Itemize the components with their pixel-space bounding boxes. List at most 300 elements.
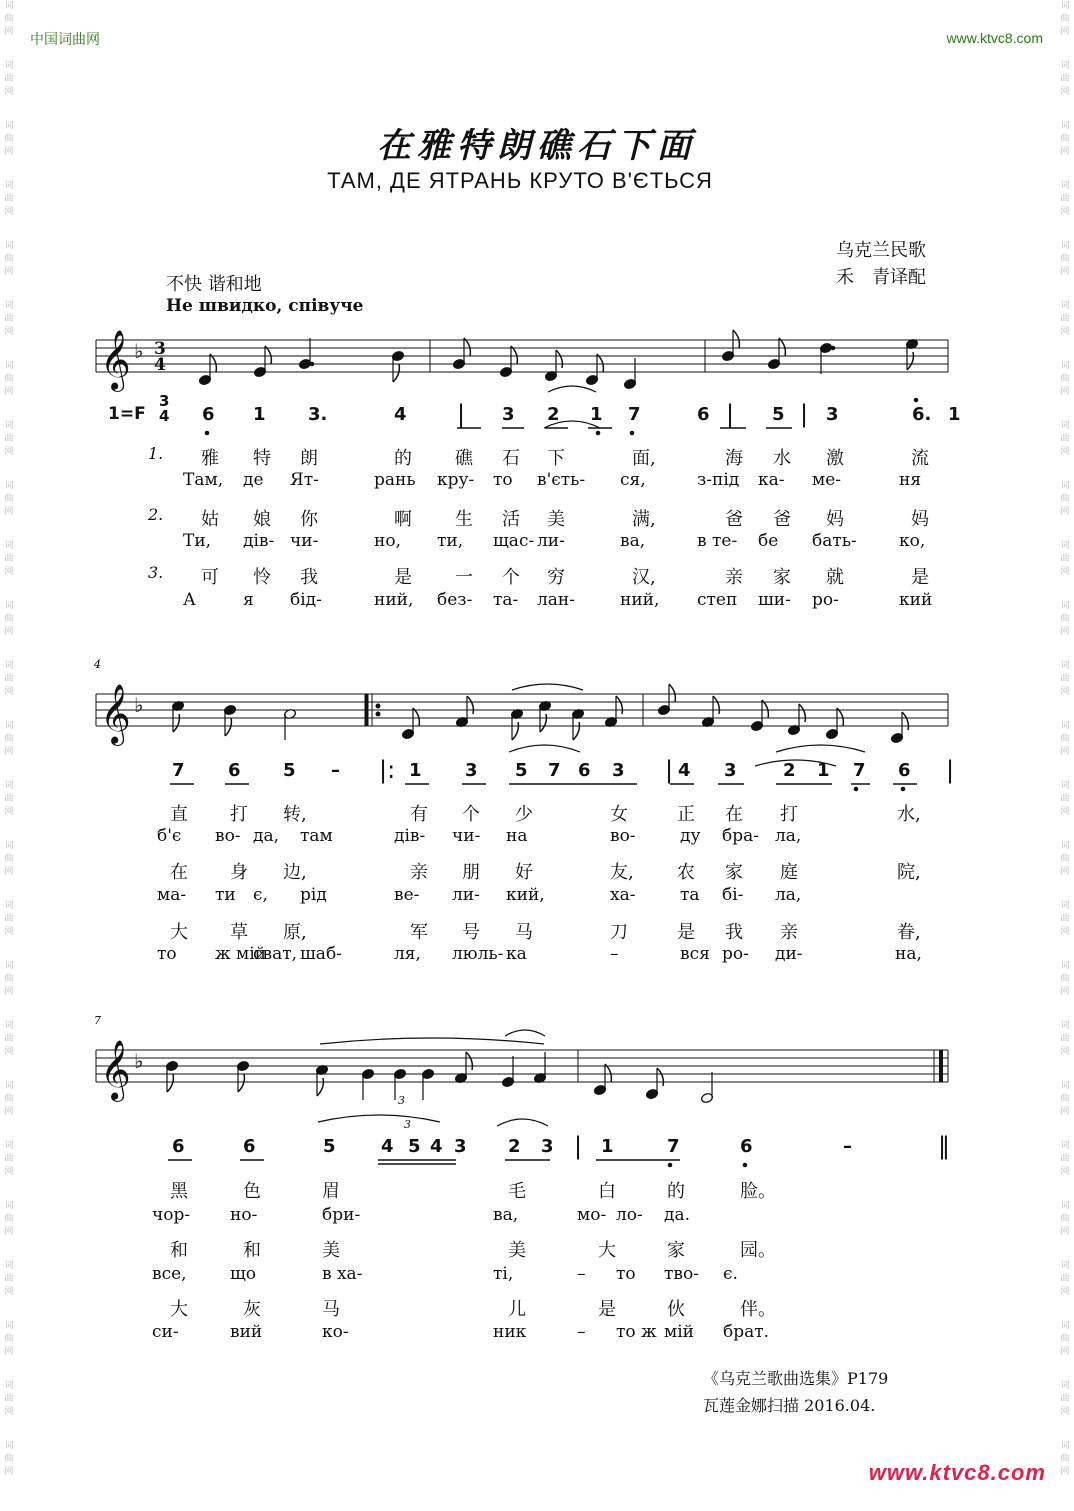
lyric-syllable-chinese: 可 [201,567,219,588]
lyric-syllable-ukrainian: тво- [664,1264,699,1284]
watermark-glyph: 网 [4,387,14,397]
lyric-syllable-chinese: 爸 [725,509,743,530]
scan-credit: 瓦莲金娜扫描 2016.04. [703,1396,876,1415]
lyric-syllable-ukrainian: но, [374,531,401,551]
lyric-syllable-chinese: 刀 [610,922,628,943]
lyric-syllable-chinese: 打 [780,804,798,825]
lyric-syllable-ukrainian: шаб- [300,944,342,964]
note-flag [907,352,913,370]
triplet-mark: 3 [398,1094,405,1107]
key-signature: 1=F [108,404,146,424]
note-flag [238,1074,244,1092]
lyric-syllable-chinese: 爸 [773,509,791,530]
lyric-syllable-chinese: 我 [300,567,318,588]
lyric-syllable-ukrainian: люль- [452,944,504,964]
octave-dot-low [743,1163,747,1167]
watermark-glyph: 网 [4,567,14,577]
lyric-syllable-chinese: 亲 [410,862,428,883]
jianpu-note: 6 [898,760,911,781]
site-url-right[interactable]: www.ktvc8.com [946,30,1043,46]
watermark-glyph: 网 [4,1107,14,1117]
lyric-syllable-chinese: 汉, [632,567,656,588]
lyric-syllable-chinese: 朋 [462,862,480,883]
lyric-syllable-chinese: 激 [826,448,844,469]
jianpu-note: 7 [548,760,561,781]
watermark-glyph: 曲 [1060,1454,1070,1464]
watermark-glyph: 词 [1060,121,1070,131]
lyric-syllable-ukrainian: мій [664,1322,694,1342]
lyric-syllable-chinese: 草 [230,922,248,943]
lyric-syllable-ukrainian: ме- [812,470,842,490]
watermark-glyph: 曲 [1060,554,1070,564]
lyric-syllable-chinese: 号 [462,922,480,943]
watermark-glyph: 曲 [1060,1094,1070,1104]
lyric-syllable-ukrainian: ли- [452,885,480,905]
watermark-glyph: 曲 [1060,1394,1070,1404]
lyric-syllable-chinese: 生 [455,509,473,530]
repeat-dot [376,712,380,716]
lyric-syllable-chinese: 的 [667,1181,685,1202]
lyric-syllable-chinese: 农 [677,862,695,883]
slur [497,1119,548,1126]
watermark-glyph: 词 [1060,301,1070,311]
lyric-syllable-chinese: 黑 [170,1181,188,1202]
note-flag [799,704,805,722]
watermark-glyph: 曲 [4,1094,14,1104]
flat-sign: ♭ [134,1049,144,1073]
lyric-syllable-chinese: 少 [515,804,533,825]
note-flag [265,346,271,364]
lyric-syllable-ukrainian: ва, [620,531,646,551]
site-name-left[interactable]: 中国词曲网 [30,31,100,47]
note-flag [597,354,603,372]
octave-dot-low [901,787,905,791]
lyric-syllable-chinese: 娘 [253,509,271,530]
watermark-glyph: 网 [4,267,14,277]
lyric-syllable-chinese: 个 [502,567,520,588]
jianpu-note: 6 [228,760,241,781]
watermark-glyph: 词 [4,1321,14,1331]
jianpu-note: 3 [724,760,737,781]
lyric-syllable-ukrainian: ка- [758,470,785,490]
watermark-glyph: 词 [4,961,14,971]
lyric-syllable-ukrainian: є. [723,1264,738,1284]
note-flag [540,714,546,732]
lyric-syllable-chinese: 大 [598,1240,616,1261]
watermark-glyph: 网 [1060,987,1070,997]
slur [320,1038,544,1044]
watermark-glyph: 曲 [4,1274,14,1284]
lyric-syllable-chinese: 在 [170,862,188,883]
lyric-syllable-ukrainian: ті, [493,1264,514,1284]
lyric-syllable-chinese: 有 [410,804,428,825]
lyric-syllable-chinese: 儿 [508,1299,526,1320]
lyric-syllable-chinese: 和 [170,1240,188,1261]
note-flag [173,714,179,732]
jianpu-barline: | [946,756,955,784]
translator-credit: 禾 青译配 [836,267,926,288]
lyric-syllable-chinese: 庭 [780,862,798,883]
lyric-syllable-chinese: 啊 [394,509,412,530]
watermark-glyph: 词 [4,661,14,671]
lyric-syllable-chinese: 白 [598,1181,616,1202]
lyric-syllable-ukrainian: б'є [157,826,182,846]
watermark-glyph: 词 [4,361,14,371]
lyric-syllable-ukrainian: сват, [253,944,298,964]
jianpu-note: 2 [508,1136,521,1157]
lyric-syllable-ukrainian: бе [758,531,779,551]
lyric-syllable-chinese: 流 [911,448,929,469]
watermark-glyph: 曲 [1060,374,1070,384]
watermark-glyph: 曲 [4,914,14,924]
note-flag [762,700,768,718]
lyric-syllable-chinese: 活 [502,509,520,530]
watermark-glyph: 词 [1060,1,1070,11]
watermark-glyph: 词 [1060,1441,1070,1451]
watermark-glyph: 曲 [1060,794,1070,804]
song-title-chinese: 在雅特朗礁石下面 [377,126,697,166]
watermark-glyph: 词 [4,1201,14,1211]
time-sig-top: 3 [159,392,170,410]
watermark-glyph: 曲 [4,134,14,144]
lyric-syllable-chinese: 原, [283,922,307,943]
watermark-glyph: 词 [1060,1321,1070,1331]
lyric-syllable-ukrainian: кий [899,590,933,610]
watermark-glyph: 网 [1060,387,1070,397]
lyric-syllable-chinese: 身 [230,862,248,883]
watermark-glyph: 网 [4,1347,14,1357]
flat-sign: ♭ [134,339,144,363]
lyric-syllable-ukrainian: Ти, [183,531,212,551]
lyric-syllable-chinese: 水, [897,804,921,825]
watermark-glyph: 网 [4,867,14,877]
note-flag [413,708,419,726]
watermark-glyph: 曲 [1060,314,1070,324]
lyric-syllable-ukrainian: все, [152,1264,187,1284]
lyric-syllable-chinese: 石 [502,448,520,469]
octave-dot-low [668,1163,672,1167]
lyric-syllable-ukrainian: вий [230,1322,263,1342]
lyric-syllable-ukrainian: є, [253,885,268,905]
watermark-glyph: 网 [1060,507,1070,517]
watermark-glyph: 网 [4,507,14,517]
lyric-syllable-chinese: 院, [897,862,921,883]
note-flag [467,696,473,714]
lyric-syllable-chinese: 马 [515,922,533,943]
lyric-syllable-chinese: 是 [677,922,695,943]
tempo-ukrainian: Не швидко, співуче [166,296,364,316]
watermark-glyph: 词 [4,541,14,551]
note-flag [573,722,579,740]
lyric-syllable-ukrainian: то [493,470,513,490]
lyric-syllable-chinese: 特 [253,448,271,469]
lyric-syllable-ukrainian: бід- [290,590,322,610]
watermark-glyph: 曲 [1060,494,1070,504]
jianpu-note: 4 [381,1136,394,1157]
watermark-glyph: 词 [4,601,14,611]
note-flag [779,338,785,356]
lyric-syllable-chinese: 是 [911,567,929,588]
treble-clef: 𝄞 [100,684,131,744]
watermark-glyph: 曲 [4,674,14,684]
lyric-syllable-ukrainian: на, [895,944,922,964]
watermark-glyph: 曲 [4,1334,14,1344]
watermark-glyph: 曲 [1060,614,1070,624]
lyric-syllable-ukrainian: що [230,1264,257,1284]
lyric-syllable-ukrainian: я [243,590,254,610]
lyric-syllable-ukrainian: да, [253,826,280,846]
lyric-syllable-ukrainian: бать- [812,531,857,551]
lyric-syllable-chinese: 眷, [897,922,921,943]
watermark-glyph: 曲 [4,1454,14,1464]
octave-dot-low [854,787,858,791]
jianpu-note: 7 [628,404,641,425]
watermark-glyph: 曲 [1060,674,1070,684]
watermark-glyph: 词 [1060,721,1070,731]
watermark-glyph: 词 [1060,181,1070,191]
lyric-syllable-ukrainian: де [243,470,264,490]
lyric-syllable-chinese: 好 [515,862,533,883]
lyric-syllable-chinese: 家 [667,1240,685,1261]
jianpu-note: 7 [853,760,866,781]
lyric-syllable-chinese: 美 [508,1240,526,1261]
note-flag [511,346,517,364]
slur [512,684,583,690]
lyric-syllable-ukrainian: чи- [290,531,319,551]
lyric-syllable-ukrainian: А [183,590,196,610]
note-flag [669,684,675,702]
time-signature [159,394,169,424]
watermark-glyph: 网 [4,1287,14,1297]
watermark-glyph: 词 [1060,601,1070,611]
watermark-glyph: 曲 [1060,1274,1070,1284]
jianpu-note: 7 [667,1136,680,1157]
watermark-glyph: 网 [4,87,14,97]
lyric-syllable-ukrainian: бри- [322,1205,361,1225]
octave-dot-low [205,431,209,435]
watermark-glyph: 网 [1060,27,1070,37]
watermark-glyph: 曲 [1060,914,1070,924]
watermark-glyph: 网 [4,807,14,817]
lyric-syllable-chinese: 毛 [508,1181,526,1202]
watermark-glyph: 网 [1060,867,1070,877]
triplet-mark-jianpu: 3 [404,1118,411,1131]
lyric-syllable-ukrainian: да. [664,1205,691,1225]
jianpu-note: 6 [578,760,591,781]
jianpu-note: 6. [912,404,932,425]
watermark-glyph: 词 [1060,421,1070,431]
watermark-glyph: 网 [1060,1047,1070,1057]
watermark-glyph: 词 [1060,481,1070,491]
jianpu-barline: |: [379,756,396,784]
watermark-glyph: 词 [4,61,14,71]
lyric-syllable-chinese: 怜 [253,567,271,588]
lyric-syllable-ukrainian: в ха- [322,1264,363,1284]
watermark-glyph: 网 [4,627,14,637]
lyric-syllable-chinese: 眉 [322,1181,340,1202]
source-book: 《乌克兰歌曲选集》P179 [703,1369,889,1388]
lyric-syllable-ukrainian: во- [610,826,636,846]
watermark-glyph: 网 [1060,1107,1070,1117]
lyric-syllable-chinese: 打 [230,804,248,825]
jianpu-note: 3 [454,1136,467,1157]
note-flag [616,696,622,714]
note-flag [225,718,231,736]
lyric-syllable-chinese: 的 [394,448,412,469]
watermark-glyph: 曲 [1060,1034,1070,1044]
watermark-glyph: 曲 [4,794,14,804]
watermark-glyph: 网 [1060,207,1070,217]
note-flag [512,722,518,740]
watermark-glyph: 词 [4,421,14,431]
lyric-syllable-chinese: 妈 [826,509,844,530]
lyric-syllable-chinese: 妈 [911,509,929,530]
lyric-syllable-ukrainian: ла, [775,826,802,846]
octave-dot-low [596,431,600,435]
lyric-syllable-ukrainian: ха- [610,885,636,905]
watermark-glyph: 曲 [4,614,14,624]
lyric-syllable-ukrainian: ди- [775,944,803,964]
lyric-syllable-chinese: 家 [725,862,743,883]
watermark-glyph: 网 [1060,567,1070,577]
watermark-glyph: 曲 [4,314,14,324]
jianpu-barline: | [726,400,735,428]
watermark-glyph: 曲 [4,1154,14,1164]
watermark-glyph: 词 [4,1,14,11]
lyric-syllable-ukrainian: то [616,1264,636,1284]
lyric-syllable-chinese: 3. [148,563,164,582]
lyric-syllable-chinese: 礁 [455,448,473,469]
watermark-glyph: 词 [1060,541,1070,551]
watermark-glyph: 词 [1060,1141,1070,1151]
watermark-glyph: 曲 [4,14,14,24]
watermark-glyph: 词 [1060,661,1070,671]
staff-time-signature: 3 [154,339,166,359]
footer-logo[interactable]: www.ktvc8.com [868,1460,1046,1485]
watermark-glyph: 词 [4,241,14,251]
watermark-glyph: 词 [4,1141,14,1151]
octave-dot-low [630,431,634,435]
watermark-glyph: 网 [1060,147,1070,157]
jianpu-barline: | [800,400,809,428]
lyric-syllable-chinese: 大 [170,922,188,943]
watermark-glyph: 曲 [4,254,14,264]
lyric-syllable-chinese: 在 [725,804,743,825]
lyric-syllable-chinese: 美 [322,1240,340,1261]
watermark-glyph: 曲 [1060,974,1070,984]
jianpu-note: 3 [465,760,478,781]
note-flag [210,354,216,372]
lyric-syllable-ukrainian: ко- [322,1322,349,1342]
lyric-syllable-ukrainian: но- [230,1205,258,1225]
note-flag [167,1074,173,1092]
jianpu-note: 3 [826,404,839,425]
lyric-syllable-ukrainian: ник [493,1322,527,1342]
lyric-syllable-chinese: 我 [725,922,743,943]
watermark-glyph: 词 [1060,1021,1070,1031]
jianpu-barline: ‖ [938,1132,950,1160]
watermark-glyph: 网 [1060,1287,1070,1297]
lyric-syllable-ukrainian: без- [437,590,473,610]
watermark-glyph: 网 [4,1467,14,1477]
lyric-syllable-ukrainian: лан- [537,590,576,610]
watermark-glyph: 曲 [1060,434,1070,444]
watermark-glyph: 网 [1060,267,1070,277]
lyric-syllable-ukrainian: та [680,885,700,905]
watermark-glyph: 网 [4,927,14,937]
lyric-syllable-chinese: 马 [322,1299,340,1320]
lyric-syllable-ukrainian: ня [899,470,922,490]
note-flag [393,364,399,382]
watermark-glyph: 曲 [1060,14,1070,24]
jianpu-note: 5 [323,1136,336,1157]
jianpu-note: 4 [678,760,691,781]
lyric-syllable-chinese: 1. [148,444,164,463]
watermark-glyph: 网 [1060,1467,1070,1477]
watermark-glyph: 曲 [4,974,14,984]
lyric-syllable-ukrainian: чор- [152,1205,191,1225]
watermark-glyph: 词 [4,301,14,311]
watermark-glyph: 词 [1060,1081,1070,1091]
lyric-syllable-ukrainian: вся [680,944,710,964]
watermark-glyph: 网 [1060,747,1070,757]
slur [509,745,580,752]
lyric-syllable-chinese: 下 [547,448,565,469]
lyric-syllable-ukrainian: ся, [620,470,646,490]
jianpu-note: 4 [394,404,407,425]
lyric-syllable-chinese: 军 [410,922,428,943]
jianpu-note: 6 [172,1136,185,1157]
watermark-glyph: 曲 [1060,854,1070,864]
watermark-glyph: 曲 [4,374,14,384]
slur [318,1115,440,1122]
lyric-syllable-ukrainian: Там, [183,470,224,490]
flat-sign: ♭ [134,693,144,717]
watermark-glyph: 曲 [4,554,14,564]
jianpu-note: 3 [612,760,625,781]
lyric-syllable-ukrainian: рід [300,885,327,905]
watermark-glyph: 网 [1060,927,1070,937]
watermark-glyph: 网 [1060,87,1070,97]
lyric-syllable-ukrainian: ро- [722,944,749,964]
lyric-syllable-chinese: 家 [773,567,791,588]
watermark-glyph: 网 [1060,1347,1070,1357]
watermark-glyph: 词 [1060,1381,1070,1391]
lyric-syllable-chinese: 个 [462,804,480,825]
lyric-syllable-chinese: 满, [632,509,656,530]
note-flag [605,1064,611,1082]
watermark-glyph: 词 [4,841,14,851]
slur [505,1030,545,1036]
watermark-glyph: 曲 [1060,1334,1070,1344]
slur [776,745,865,752]
lyric-syllable-ukrainian: ли- [537,531,565,551]
lyric-syllable-ukrainian: щас- [493,531,535,551]
watermark-glyph: 词 [4,901,14,911]
lyric-syllable-chinese: 美 [547,509,565,530]
watermark-glyph: 曲 [1060,74,1070,84]
note-flag [556,350,562,368]
lyric-syllable-chinese: 面, [632,448,656,469]
lyric-syllable-ukrainian: там [300,826,333,846]
lyric-syllable-ukrainian: на [506,826,528,846]
lyric-syllable-chinese: 友, [610,862,634,883]
lyric-syllable-ukrainian: дів- [243,531,275,551]
jianpu-note: 6 [202,404,215,425]
watermark-glyph: 曲 [1060,1214,1070,1224]
jianpu-note: 5 [283,760,296,781]
watermark-glyph: 网 [1060,327,1070,337]
